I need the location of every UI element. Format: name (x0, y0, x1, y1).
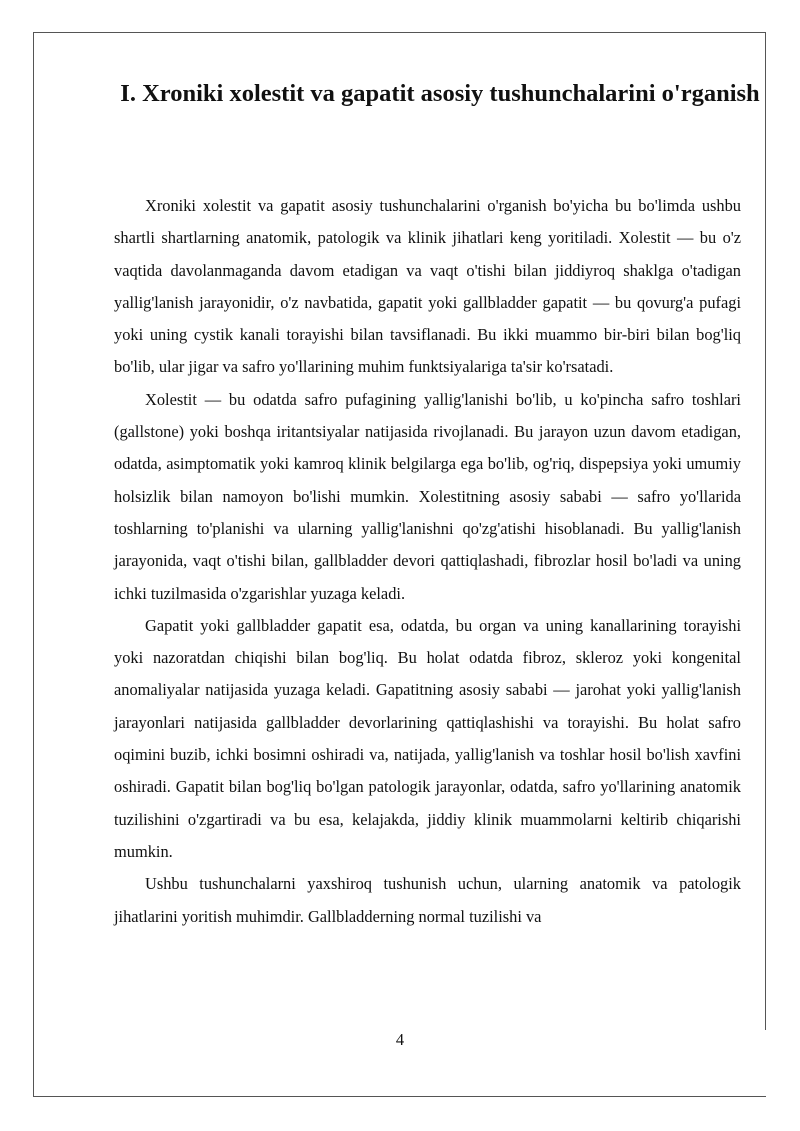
page-number: 4 (395, 1030, 405, 1049)
paragraph-4: Ushbu tushunchalarni yaxshiroq tushunish uchun, ularning anatomik va patologik jihatlarini yoritish muhimdir. Gallbladderning normal tuzilishi va (114, 874, 741, 926)
section-title: I. Xroniki xolestit va gapatit asosiy tushunchalarini o'rganish (120, 80, 760, 107)
paragraph-1: Xroniki xolestit va gapatit asosiy tushunchalarini o'rganish bo'yicha bu bo'limda ushbu shartli shartlarning anatomik, patologik va klinik jihatlari keng yoritiladi. Xolestit — bu o'z vaqtida davolanmaganda davom etadigan va vaqt o'tishi bilan jiddiyroq shaklga o'tadigan yallig'lanish jarayonidir, o'z navbatida, gapatit yoki gallbladder gapatit — bu qovurg'a pufagi yoki uning cystik kanali torayishi bilan tavsiflanadi. Bu ikki muammo bir-biri bilan bog'liq bo'lib, ular jigar va safro yo'llarining muhim funktsiyalariga ta'sir ko'rsatadi. (114, 196, 741, 377)
paragraph-3: Gapatit yoki gallbladder gapatit esa, odatda, bu organ va uning kanallarining torayishi yoki nazoratdan chiqishi bilan bog'liq. Bu holat odatda fibroz, skleroz yoki kongenital anomaliyalar natijasida yuzaga keladi. Gapatitning asosiy sababi — jarohat yoki yallig'lanish jarayonlari natijasida gallbladder devorlarining qattiqlashishi va torayishi. Bu holat safro oqimini buzib, ichki bosimni oshiradi va, natijada, yallig'lanish va toshlar hosil bo'lish xavfini oshiradi. Gapatit bilan bog'liq bo'lgan patologik jarayonlar, odatda, safro yo'llarining anatomik tuzilishini o'zgartiradi va bu esa, kelajakda, jiddiy klinik muammolarni keltirib chiqarishi mumkin. (114, 615, 741, 861)
paragraph-2: Xolestit — bu odatda safro pufagining yallig'lanishi bo'lib, u ko'pincha safro toshlari (gallstone) yoki boshqa iritantsiyalar natijasida rivojlanadi. Bu jarayon uzun davom etadigan, odatda, asimptomatik yoki kamroq klinik belgilarga ega bo'lib, og'riq, dispepsiya yoki umumiy holsizlik bilan namoyon bo'lishi mumkin. Xolestitning asosiy sababi — safro yo'llarida toshlarning to'planishi va ularning yallig'lanishni qo'zg'atishi hisoblanadi. Bu yallig'lanish jarayonida, vaqt o'tishi bilan, gallbladder devori qattiqlashadi, fibrozlar hosil bo'ladi va uning ichki tuzilmasida o'zgarishlar yuzaga keladi. (114, 389, 741, 603)
body-text (114, 190, 741, 933)
